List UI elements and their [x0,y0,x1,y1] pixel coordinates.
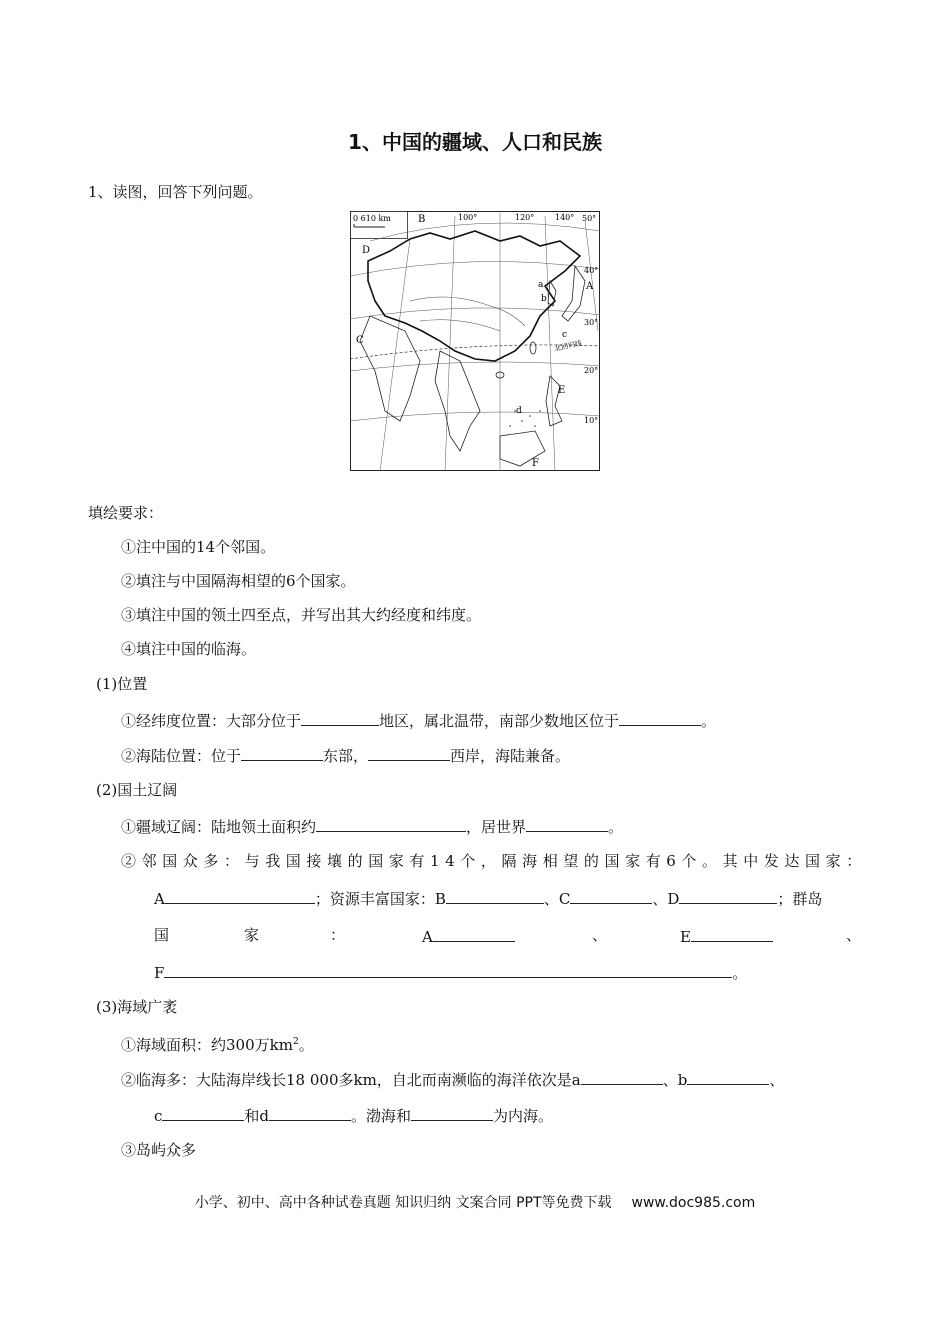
text: 、 [846,926,862,944]
text: ①疆域辽阔：陆地领土面积约 [121,818,317,836]
map-letter-d-upper: D [362,245,371,256]
text: ，居世界 [466,818,527,836]
answer-blank[interactable] [687,1068,769,1085]
territory-line-2: ②邻国众多：与我国接壤的国家有14个，隔海相望的国家有6个。其中发达国家： [121,852,867,870]
answer-blank[interactable] [619,709,701,726]
text: 和d [244,1107,270,1125]
answer-blank[interactable] [368,744,450,761]
text: 、 [592,926,608,944]
answer-blank[interactable] [164,961,732,978]
answer-blank[interactable] [162,1104,244,1121]
text: 东部， [323,747,369,765]
question-text: 1、读图，回答下列问题。 [88,183,263,201]
requirements-heading: 填绘要求： [88,504,164,522]
lat-label-50: 50° [582,214,597,223]
text: 。渤海和 [351,1107,412,1125]
lon-label-100: 100° [458,213,478,222]
answer-blank[interactable] [581,1068,663,1085]
answer-blank[interactable] [269,1104,351,1121]
requirement-item: ④填注中国的临海。 [121,640,257,658]
sea-line-1 [121,1032,314,1055]
sea-line-4: ③岛屿众多 [121,1141,197,1159]
answer-blank[interactable] [526,815,608,832]
requirement-item: ①注中国的14个邻国。 [121,538,276,556]
map-letter-e-upper: E [558,385,566,396]
requirement-item: ②填注与中国隔海相望的6个国家。 [121,572,356,590]
footer-site: www.doc985.com [631,1195,756,1211]
position-line-2 [121,744,570,766]
text: 、b [662,1071,688,1089]
text: 、 [769,1071,785,1089]
china-map-figure [350,211,600,471]
page-footer [0,1192,950,1212]
text: ；资源丰富国家：B [314,890,446,908]
page-title: 1、中国的疆域、人口和民族 [348,130,602,154]
answer-blank[interactable] [570,887,652,904]
map-letter-d: d [516,406,522,416]
map-letter-a-upper: A [586,281,594,292]
footer-text: 小学、初中、高中各种试卷真题 知识归纳 文案合同 PPT等免费下载 [194,1195,612,1211]
text: 。 [608,818,624,836]
section-heading-territory: (2)国土辽阔 [96,781,178,799]
lat-label-40: 40° [584,266,599,275]
scale-label: 0 610 km [353,214,391,223]
sea-line-3 [154,1104,553,1126]
position-line-1 [121,709,716,731]
map-letter-b-upper: B [418,214,426,225]
answer-blank[interactable] [446,887,544,904]
text: 。 [701,712,717,730]
map-letter-a: a [538,280,544,290]
lat-label-20: 20° [584,366,599,375]
answer-blank[interactable] [411,1104,493,1121]
territory-line-1 [121,815,623,837]
text: E [680,928,691,946]
section-heading-sea: (3)海域广袤 [96,998,178,1016]
map-letter-c-upper: C [356,335,364,346]
text: 为内海。 [493,1107,554,1125]
answer-blank[interactable] [316,815,466,832]
text: 家 [244,926,260,944]
answer-blank[interactable] [165,887,315,904]
text: 国 [154,926,170,944]
text: ；群岛 [777,890,823,908]
text: 。 [298,1036,314,1054]
text: ②海陆位置：位于 [121,747,242,765]
text: ①海域面积：约300万km [121,1036,293,1054]
text: ： [330,926,346,944]
tropic-label: 北回归线 [553,339,583,353]
text: 、C [543,890,571,908]
text: ①经纬度位置：大部分位于 [121,712,302,730]
superscript: 2 [292,1037,299,1047]
text: 西岸，海陆兼备。 [450,747,571,765]
territory-line-3 [154,887,822,909]
text: 地区，属北温带，南部少数地区位于 [379,712,620,730]
answer-blank[interactable] [301,709,379,726]
answer-blank[interactable] [691,925,773,942]
text: A [422,928,433,946]
lat-label-10: 10° [584,416,599,425]
text: F [154,964,165,982]
text: ②临海多：大陆海岸线长18 000多km，自北而南濒临的海洋依次是a [121,1071,581,1089]
text: 。 [732,964,748,982]
answer-blank[interactable] [241,744,323,761]
section-heading-position: (1)位置 [96,675,148,693]
text: 、D [652,890,680,908]
lon-label-120: 120° [515,213,535,222]
text: c [154,1107,163,1125]
map-letter-c: c [562,330,568,340]
answer-blank[interactable] [433,925,515,942]
answer-blank[interactable] [679,887,777,904]
lat-label-30: 30° [584,318,599,327]
text: A [154,890,165,908]
map-letter-f-upper: F [532,458,539,469]
sea-line-2 [121,1068,784,1090]
territory-line-5 [154,961,747,983]
map-letter-b: b [541,294,547,304]
requirement-item: ③填注中国的领土四至点，并写出其大约经度和纬度。 [121,606,482,624]
lon-label-140: 140° [555,213,575,222]
